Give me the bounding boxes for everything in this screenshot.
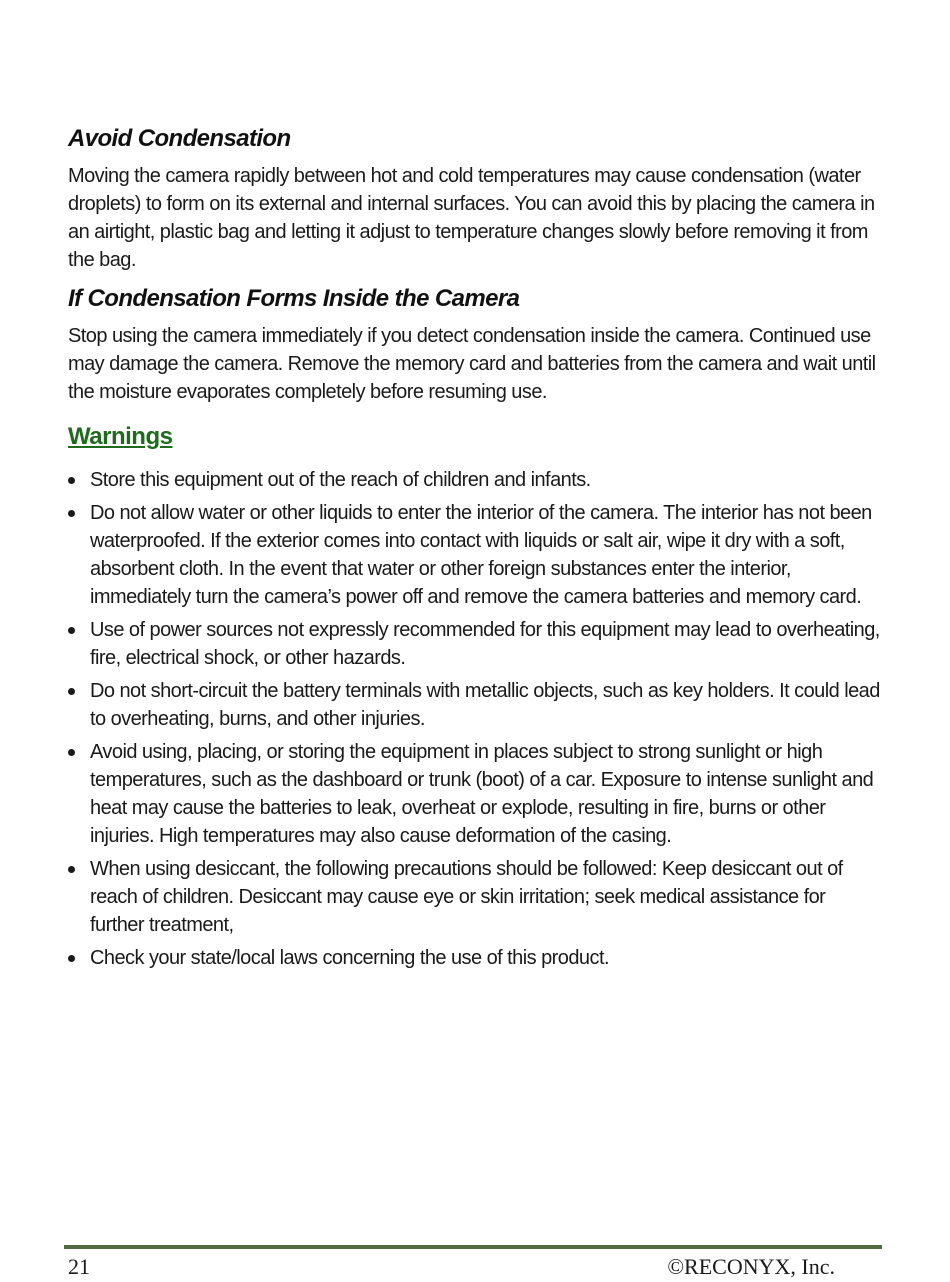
warnings-title: Warnings (68, 423, 173, 450)
bullet-icon (68, 749, 75, 756)
copyright-notice: ©RECONYX, Inc. (667, 1254, 835, 1279)
warning-item (68, 499, 883, 611)
warning-item (68, 677, 883, 733)
warning-item (68, 466, 883, 494)
warnings-list (68, 466, 883, 972)
page-number: 21 (68, 1254, 90, 1279)
warning-item (68, 616, 883, 672)
warning-item (68, 738, 883, 850)
bullet-icon (68, 477, 75, 484)
warning-item (68, 944, 883, 972)
section-body-avoid-condensation: Moving the camera rapidly between hot and cold temperatures may cause condensation (water droplets) to form on its external and internal surfaces. You can avoid this by placing the camera in an airtight, plastic bag and letting it adjust to temperature changes slowly before removing it from the bag. (68, 165, 875, 271)
section-heading-condensation-inside: If Condensation Forms Inside the Camera (68, 285, 520, 312)
warning-item-text: Do not allow water or other liquids to enter the interior of the camera. The interior has not been waterproofed. If the exterior comes into contact with liquids or salt air, wipe it dry with a soft, absorbent cloth. In the event that water or other foreign substances enter the interior, immediately turn the camera’s power off and remove the camera batteries and memory card. (90, 502, 872, 608)
warning-item-text: Use of power sources not expressly recommended for this equipment may lead to overheating, fire, electrical shock, or other hazards. (90, 619, 880, 669)
warning-item (68, 855, 883, 939)
bullet-icon (68, 866, 75, 873)
section-body-condensation-inside: Stop using the camera immediately if you detect condensation inside the camera. Continued use may damage the camera. Remove the memory card and batteries from the camera and wait until the moisture evaporates completely before resuming use. (68, 325, 876, 403)
warning-item-text: Do not short-circuit the battery terminals with metallic objects, such as key holders. It could lead to overheating, burns, and other injuries. (90, 680, 880, 730)
bullet-icon (68, 627, 75, 634)
bullet-icon (68, 955, 75, 962)
footer-divider (64, 1245, 882, 1249)
section-heading-avoid-condensation: Avoid Condensation (68, 125, 291, 152)
warning-item-text: Avoid using, placing, or storing the equipment in places subject to strong sunlight or high temperatures, such as the dashboard or trunk (boot) of a car. Exposure to intense sunlight and heat may cause the batteries to leak, overheat or explode, resulting in fire, burns or other injuries. High temperatures may also cause deformation of the casing. (90, 741, 874, 847)
warning-item-text: Store this equipment out of the reach of children and infants. (90, 469, 591, 491)
warning-item-text: Check your state/local laws concerning the use of this product. (90, 947, 609, 969)
page-content (68, 122, 883, 977)
warning-item-text: When using desiccant, the following precautions should be followed: Keep desiccant out of reach of children. Desiccant may cause eye or skin irritation; seek medical assistance for further treatment, (90, 858, 843, 936)
bullet-icon (68, 510, 75, 517)
bullet-icon (68, 688, 75, 695)
